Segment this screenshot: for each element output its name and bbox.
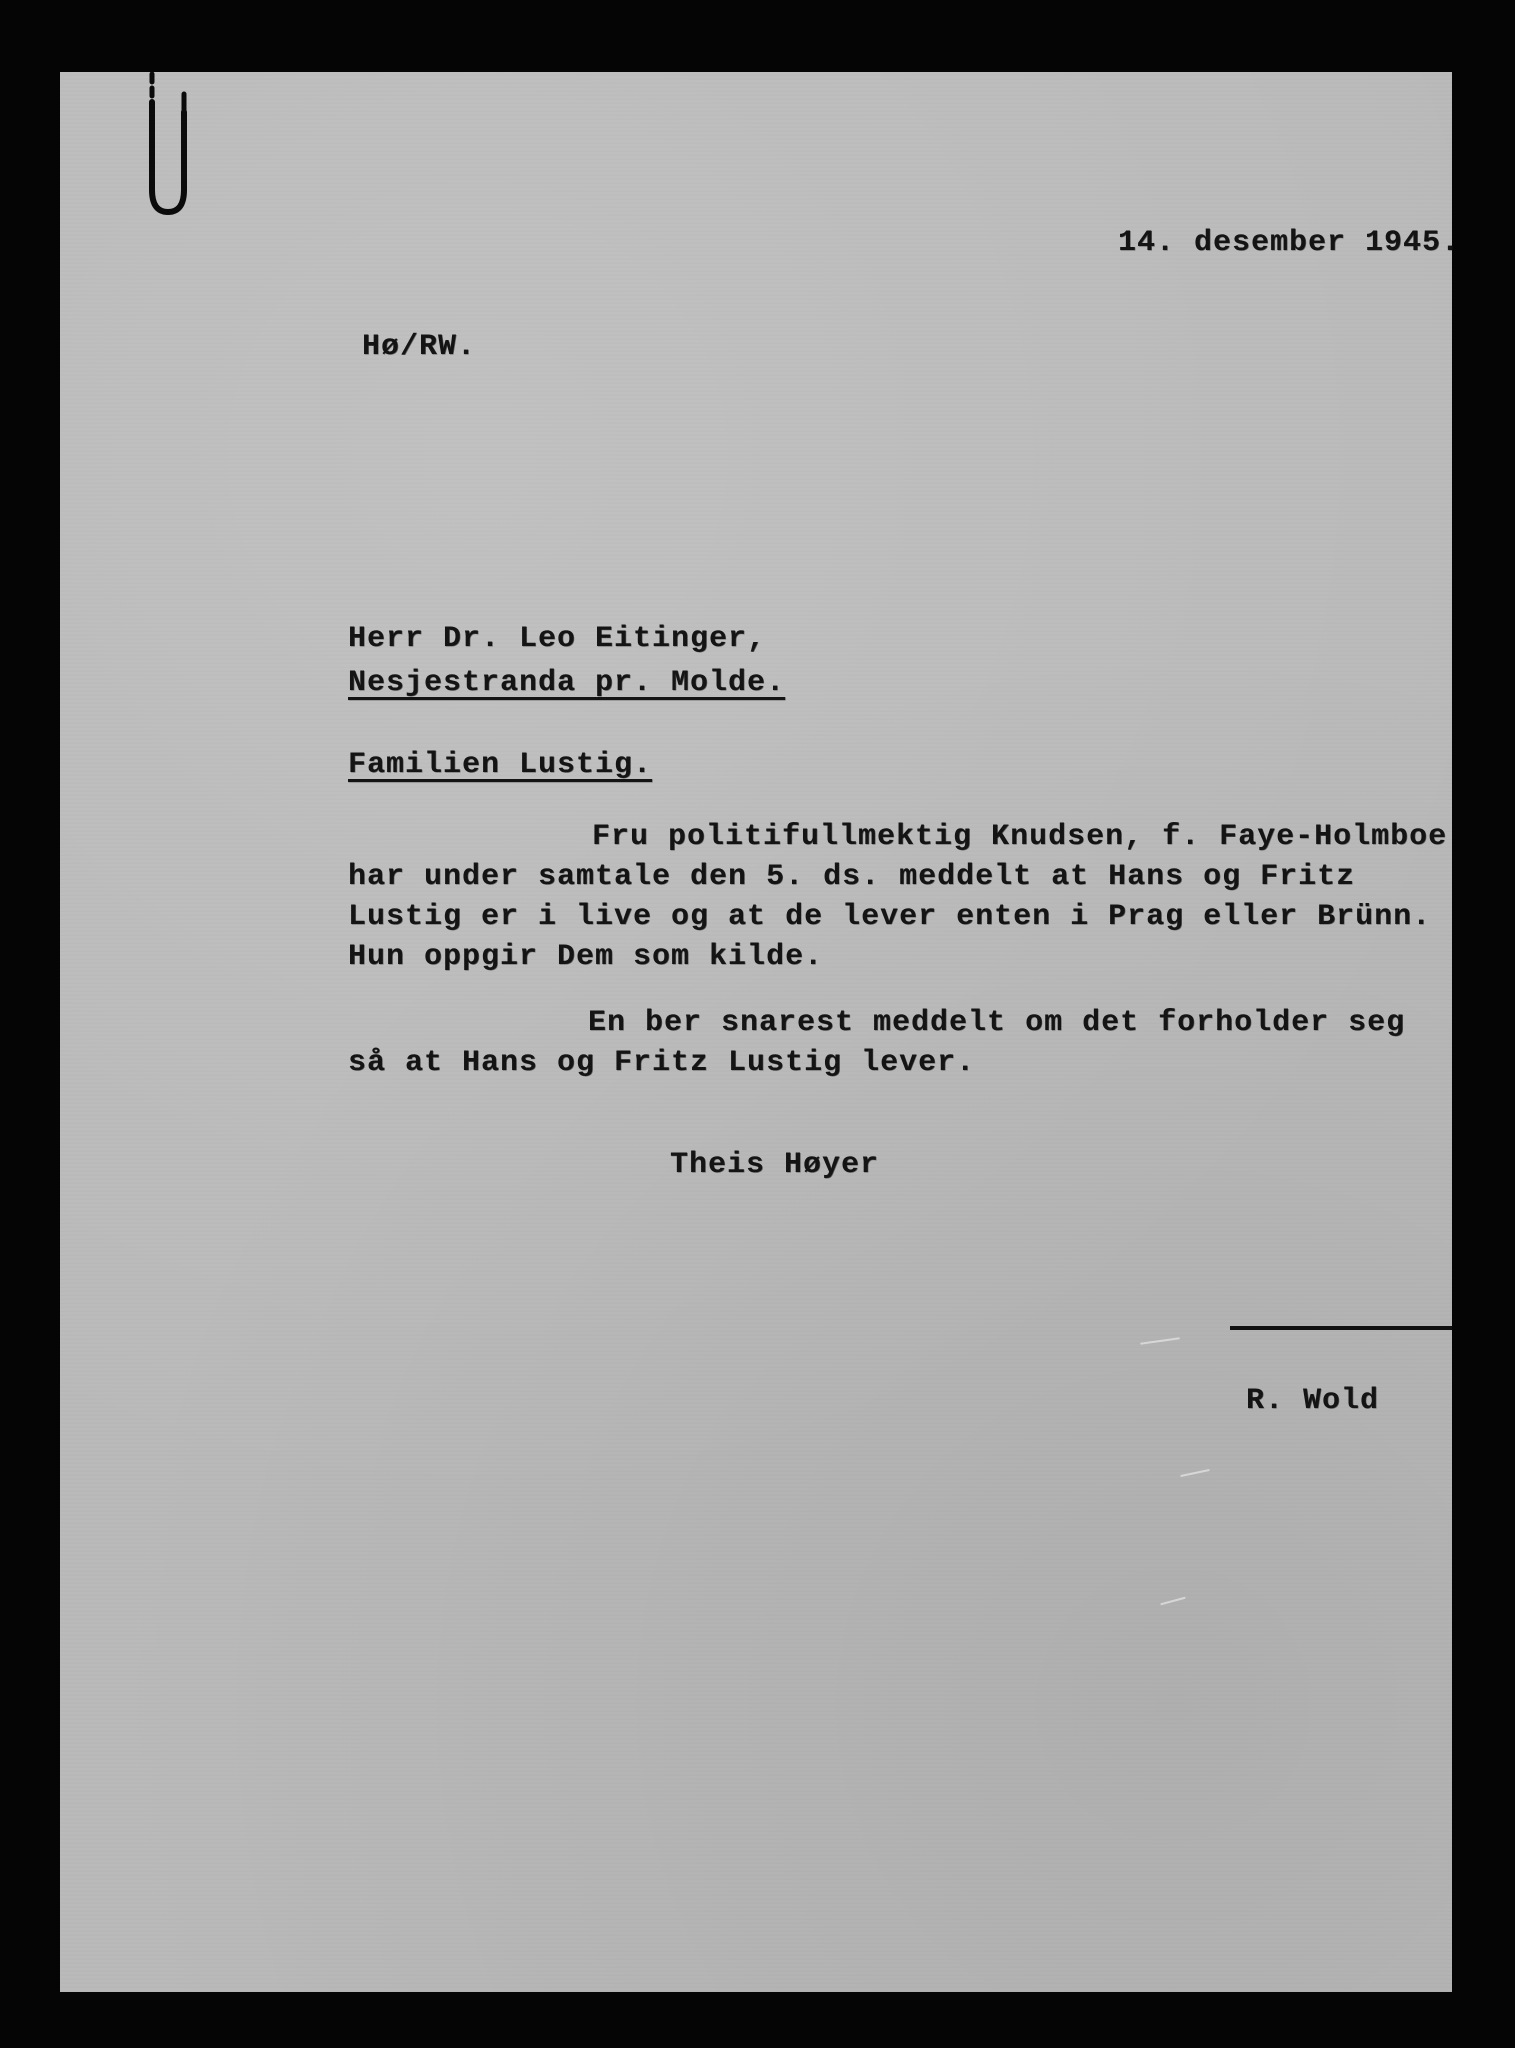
paragraph1-line: Fru politifullmektig Knudsen, f. Faye-Holmboe: [592, 820, 1448, 854]
paper-clip-icon: [138, 72, 198, 222]
reference-initials: Hø/RW.: [362, 330, 477, 364]
paragraph1-line: Hun oppgir Dem som kilde.: [348, 940, 824, 974]
signature-divider: [1230, 1326, 1452, 1330]
paragraph1-line: har under samtale den 5. ds. meddelt at Hans og Fritz: [348, 860, 1356, 894]
paragraph2-line: En ber snarest meddelt om det forholder seg: [588, 1006, 1406, 1040]
paragraph2-line: så at Hans og Fritz Lustig lever.: [348, 1046, 976, 1080]
signature-secondary: R. Wold: [1246, 1384, 1380, 1418]
signature-primary: Theis Høyer: [670, 1148, 880, 1182]
letter-date: 14. desember 1945.: [1118, 226, 1461, 260]
paragraph1-line: Lustig er i live og at de lever enten i Prag eller Brünn.: [348, 900, 1432, 934]
recipient-name: Herr Dr. Leo Eitinger,: [348, 622, 767, 656]
recipient-address: Nesjestranda pr. Molde.: [348, 666, 786, 700]
letter-subject: Familien Lustig.: [348, 748, 653, 782]
